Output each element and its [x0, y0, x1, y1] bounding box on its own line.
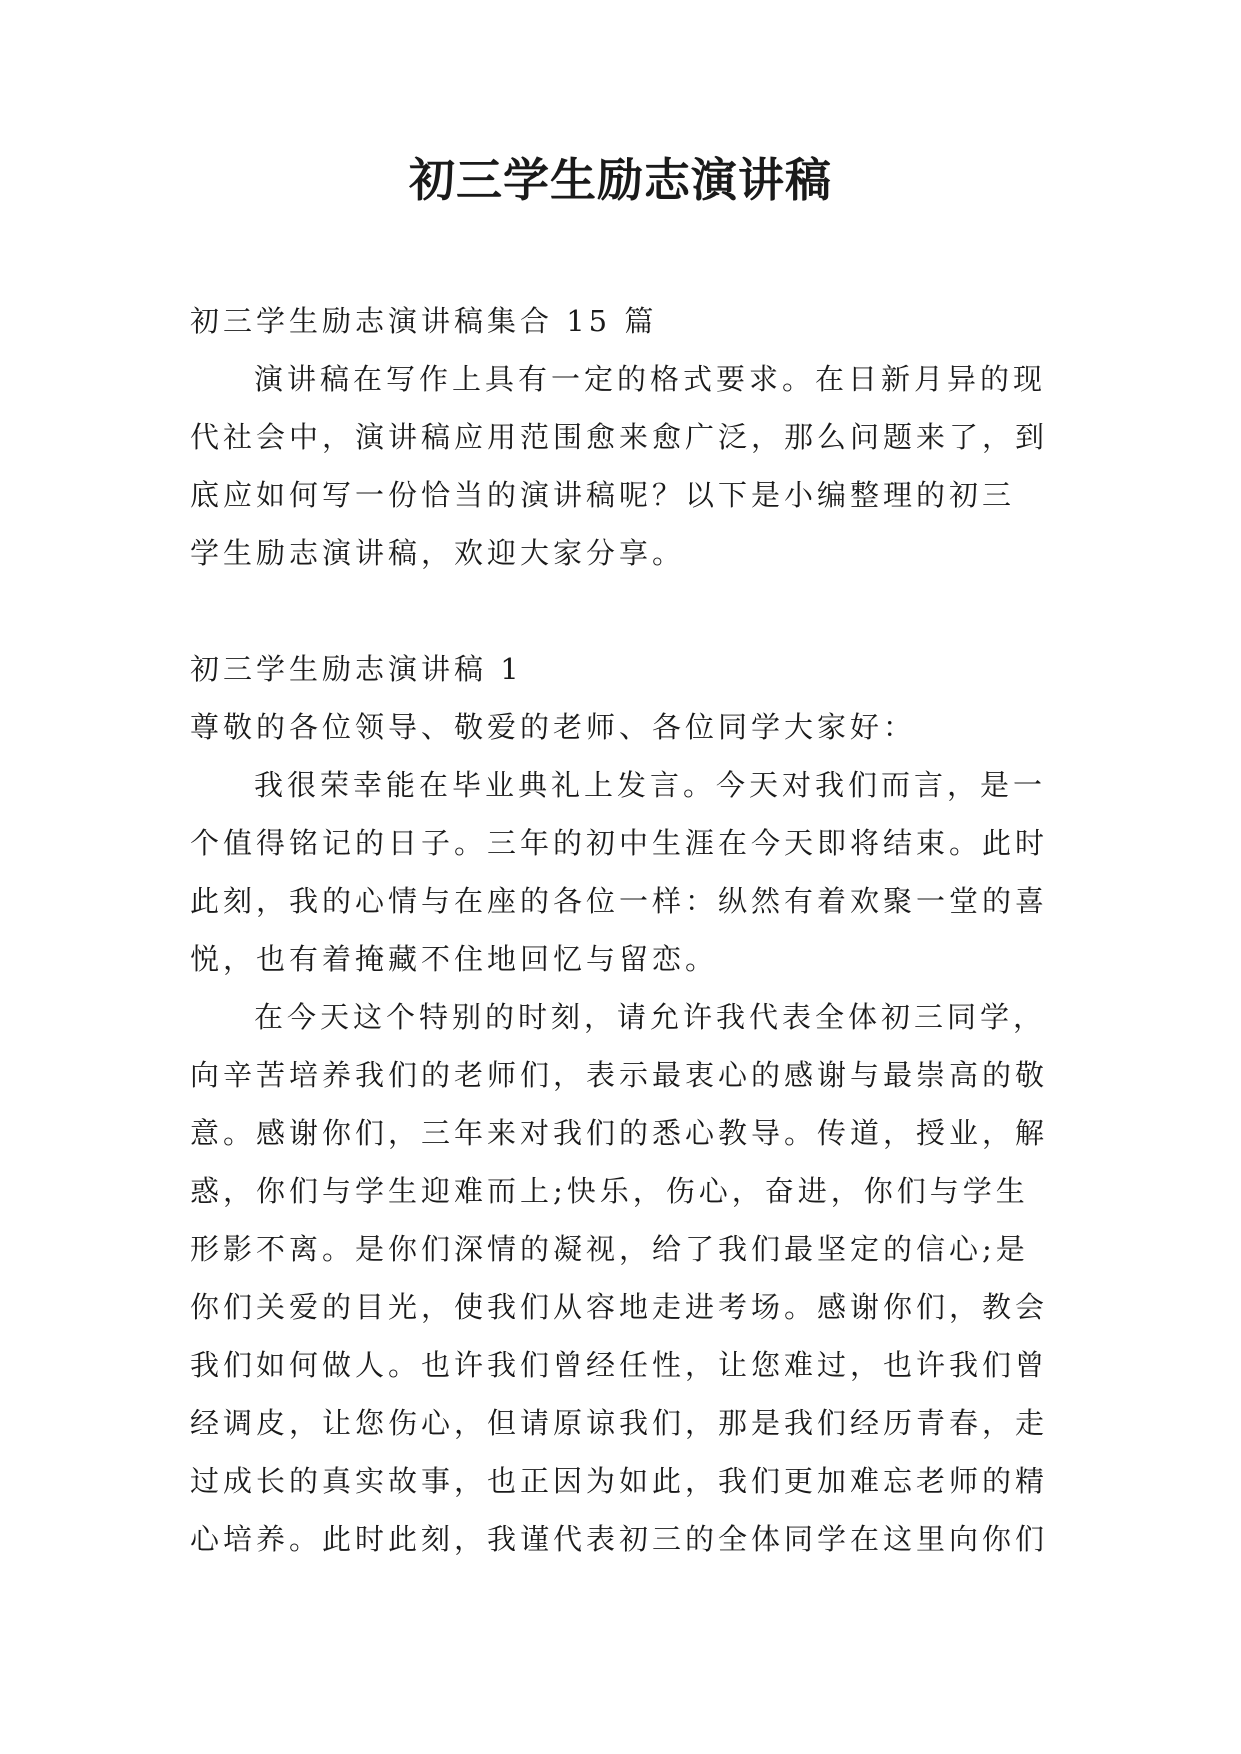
document-subtitle: 初三学生励志演讲稿集合 15 篇 — [190, 304, 658, 338]
document-title: 初三学生励志演讲稿 — [409, 153, 832, 207]
paragraph-line: 在今天这个特别的时刻，请允许我代表全体初三同学， — [254, 1000, 1047, 1034]
intro-line: 演讲稿在写作上具有一定的格式要求。在日新月异的现 — [254, 362, 1047, 396]
paragraph-line: 悦，也有着掩藏不住地回忆与留恋。 — [190, 942, 719, 976]
intro-line: 代社会中，演讲稿应用范围愈来愈广泛，那么问题来了，到 — [190, 420, 1049, 454]
paragraph-line: 意。感谢你们，三年来对我们的悉心教导。传道，授业，解 — [190, 1116, 1049, 1150]
paragraph-line: 我很荣幸能在毕业典礼上发言。今天对我们而言，是一 — [254, 768, 1047, 802]
paragraph-line: 个值得铭记的日子。三年的初中生涯在今天即将结束。此时 — [190, 826, 1049, 860]
paragraph-spacer — [190, 582, 1052, 640]
paragraph-line: 形影不离。是你们深情的凝视，给了我们最坚定的信心;是 — [190, 1232, 1029, 1266]
paragraph-line: 你们关爱的目光，使我们从容地走进考场。感谢你们，教会 — [190, 1290, 1049, 1324]
paragraph-line: 向辛苦培养我们的老师们，表示最衷心的感谢与最崇高的敬 — [190, 1058, 1049, 1092]
document-body — [190, 292, 1052, 1568]
paragraph-line: 心培养。此时此刻，我谨代表初三的全体同学在这里向你们 — [190, 1522, 1049, 1556]
greeting-line: 尊敬的各位领导、敬爱的老师、各位同学大家好： — [190, 710, 917, 744]
paragraph-line: 我们如何做人。也许我们曾经任性，让您难过，也许我们曾 — [190, 1348, 1049, 1382]
paragraph-line: 经调皮，让您伤心，但请原谅我们，那是我们经历青春，走 — [190, 1406, 1049, 1440]
intro-line: 学生励志演讲稿，欢迎大家分享。 — [190, 536, 686, 570]
intro-line: 底应如何写一份恰当的演讲稿呢？以下是小编整理的初三 — [190, 478, 1016, 512]
paragraph-line: 此刻，我的心情与在座的各位一样：纵然有着欢聚一堂的喜 — [190, 884, 1049, 918]
paragraph-line: 惑，你们与学生迎难而上;快乐，伤心，奋进，你们与学生 — [190, 1174, 1029, 1208]
paragraph-line: 过成长的真实故事，也正因为如此，我们更加难忘老师的精 — [190, 1464, 1049, 1498]
section-heading: 初三学生励志演讲稿 1 — [190, 652, 523, 686]
